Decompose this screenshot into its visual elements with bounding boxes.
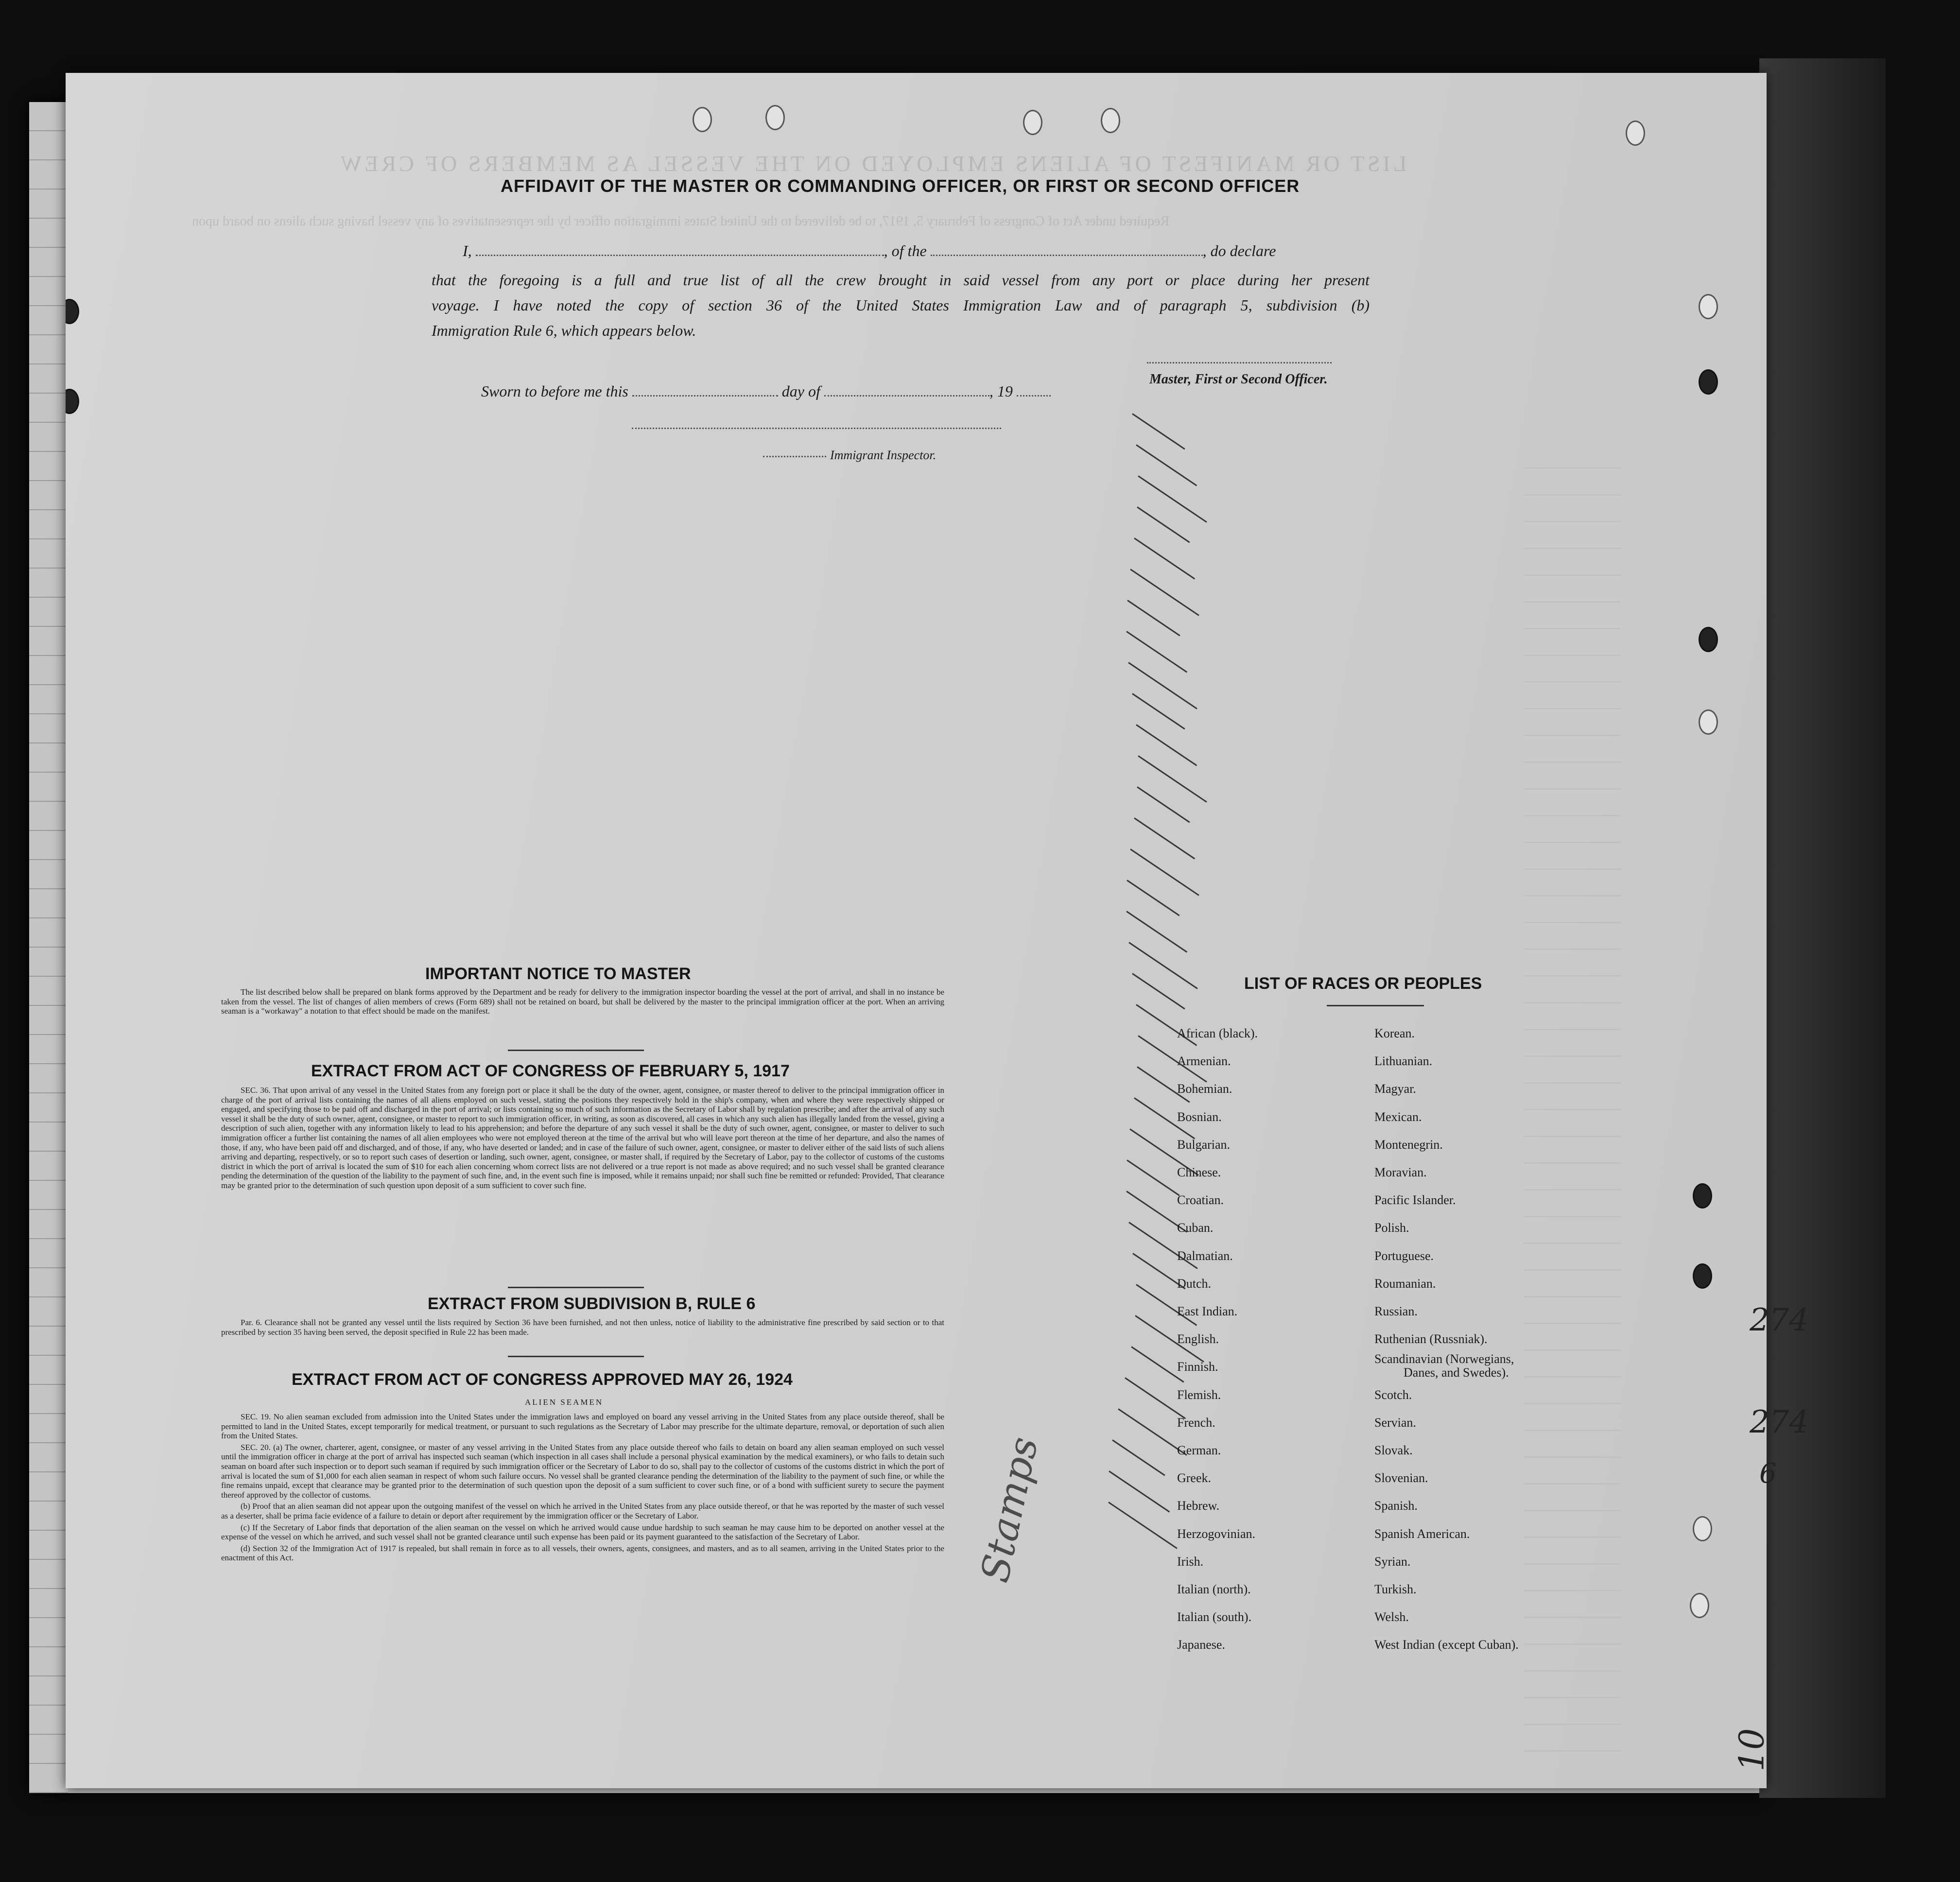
- master-signature-line[interactable]: [1147, 362, 1332, 363]
- affidavit-line-1: [463, 242, 1276, 260]
- notice-text: [221, 987, 944, 1018]
- race-item: Greek.: [1177, 1471, 1212, 1485]
- race-item: Croatian.: [1177, 1193, 1224, 1208]
- race-item: Scandinavian (Norwegians,: [1374, 1352, 1514, 1366]
- year-blank[interactable]: [1017, 395, 1051, 397]
- race-item: Cuban.: [1177, 1221, 1214, 1235]
- bleed-through-rows: [1524, 442, 1621, 1754]
- punch-hole: [1693, 1516, 1712, 1541]
- race-item: Portuguese.: [1374, 1248, 1434, 1263]
- race-item: Flemish.: [1177, 1387, 1221, 1402]
- race-item: Finnish.: [1177, 1360, 1218, 1374]
- handwritten-mark: 274: [1750, 1404, 1809, 1440]
- extract-1917-heading: EXTRACT FROM ACT OF CONGRESS OF FEBRUARY 5, 1917: [311, 1062, 790, 1080]
- punch-hole: [1101, 108, 1120, 133]
- binding-strip: [1759, 58, 1886, 1798]
- inspector-signature-line[interactable]: [632, 428, 1001, 429]
- sec-20b-paragraph: (b) Proof that an alien seaman did not appear upon the outgoing manifest of the vessel on which he arrived in the United States from any place outside thereof, or that he was reported by the master of such vessel as a deserter, shall be prima facie evidence of a failure to detain or deport after requirement by the immigration officer or the Secretary of Labor.: [221, 1502, 944, 1520]
- month-blank[interactable]: [824, 395, 989, 397]
- race-item: West Indian (except Cuban).: [1374, 1638, 1519, 1652]
- race-item: Herzogovinian.: [1177, 1526, 1256, 1541]
- punch-hole: [1693, 1263, 1712, 1289]
- race-item: German.: [1177, 1443, 1221, 1457]
- race-item: Scotch.: [1374, 1387, 1412, 1402]
- sworn-line: [481, 382, 1051, 400]
- race-item: Dutch.: [1177, 1276, 1212, 1291]
- extract-1924-text: [221, 1412, 944, 1565]
- race-item: African (black).: [1177, 1026, 1258, 1040]
- punch-hole: [1023, 110, 1042, 135]
- race-item: Armenian.: [1177, 1054, 1231, 1069]
- race-item: Spanish.: [1374, 1499, 1418, 1513]
- race-item: Bulgarian.: [1177, 1137, 1231, 1152]
- race-item: Mexican.: [1374, 1109, 1422, 1124]
- notice-paragraph: The list described below shall be prepared on blank forms approved by the Department and be ready for delivery to the immigration inspector boarding the vessel at the port of arrival, and shall in no instance be taken from the vessel. The list of changes of alien members of crews (Form 689) shall not be retained on board, but shall be delivered by the master to the principal immigration officer at the port. When an arriving seaman is a "workaway" a notation to that effect should be made on the manifest.: [221, 987, 944, 1016]
- affidavit-of-the: , of the: [884, 242, 927, 259]
- race-item: Spanish American.: [1374, 1526, 1470, 1541]
- affidavit-line-2: that the foregoing is a full and true list of all the crew brought in said vessel from any port or place during her present: [432, 271, 1370, 289]
- punch-hole: [765, 105, 785, 130]
- race-item: French.: [1177, 1415, 1215, 1430]
- punch-hole: [1699, 369, 1718, 395]
- race-item: Slovak.: [1374, 1443, 1413, 1457]
- bleed-through-title: LIST OR MANIFEST OF ALIENS EMPLOYED ON THE VESSEL AS MEMBERS OF CREW: [338, 151, 1407, 176]
- race-item: Roumanian.: [1374, 1276, 1436, 1291]
- race-item: Italian (north).: [1177, 1582, 1251, 1596]
- race-item: Korean.: [1374, 1026, 1415, 1040]
- affidavit-declare: , do declare: [1202, 242, 1276, 259]
- handwritten-mark: 274: [1750, 1302, 1809, 1338]
- affidavit-line-3: voyage. I have noted the copy of section 36 of the United States Immigration Law and of paragraph 5, subdivision (b): [432, 296, 1370, 314]
- race-item: Servian.: [1374, 1415, 1416, 1430]
- race-item: Moravian.: [1374, 1165, 1427, 1179]
- race-item: Slovenian.: [1374, 1471, 1428, 1485]
- punch-hole: [1699, 627, 1718, 652]
- alien-seamen-subheading: ALIEN SEAMEN: [525, 1398, 604, 1407]
- race-item: Dalmatian.: [1177, 1248, 1233, 1263]
- punch-hole: [1693, 1183, 1712, 1209]
- race-item: Hebrew.: [1177, 1499, 1220, 1513]
- sec-20c-paragraph: (c) If the Secretary of Labor finds that deportation of the alien seaman on the vessel on which he arrived would cause undue hardship to such seaman he may cause him to be deported on another vessel at the expense of the vessel on which he arrived, and such vessel shall not be granted clearance until such expense has been paid or its payment guaranteed to the satisfaction of the Secretary of Labor.: [221, 1522, 944, 1542]
- extract-rule6-text: [221, 1318, 944, 1339]
- day-of-text: day of: [781, 382, 820, 400]
- race-item: Chinese.: [1177, 1165, 1221, 1179]
- race-item: Japanese.: [1177, 1638, 1225, 1652]
- extract-rule6-paragraph: Par. 6. Clearance shall not be granted any vessel until the lists required by Section 36 have been furnished, and not then unless, notice of liability to the administrative fine prescribed by said section or to that prescribed by section 35 having been served, the deposit specified in Rule 22 has been made.: [221, 1318, 944, 1337]
- punch-hole: [66, 299, 79, 324]
- race-item: Ruthenian (Russniak).: [1374, 1332, 1488, 1347]
- inspector-dotted-lead: [763, 456, 826, 457]
- race-item: Bosnian.: [1177, 1109, 1222, 1124]
- race-item: Russian.: [1374, 1304, 1418, 1318]
- race-item: Turkish.: [1374, 1582, 1417, 1596]
- extract-rule6-heading: EXTRACT FROM SUBDIVISION B, RULE 6: [428, 1295, 756, 1313]
- name-blank[interactable]: [476, 255, 884, 256]
- sec-20a-paragraph: SEC. 20. (a) The owner, charterer, agent, consignee, or master of any vessel arriving in the United States from any place outside thereof who fails to detain on board any alien seaman employed on such vessel until the immigration officer in charge at the port of arrival has inspected such seaman (which inspection in all cases shall include a personal physical examination by the medical examiners), or who fails to detain such seaman on board after such inspection or to deport such seaman if required by such immigration officer or the Secretary of Labor to do so, shall pay to the collector of customs of the customs district in which the port of arrival is located the sum of $1,000 for each alien seaman in respect of whom such failure occurs. No vessel shall be granted clearance pending the determination of the liability to the payment of such fine, or while the fine remains unpaid, except that clearance may be granted prior to the determination of such question upon the deposit of a sum sufficient to cover such fine, or of a bond with sufficient surety to secure the payment thereof approved by the collector of customs.: [221, 1442, 944, 1500]
- race-item: Welsh.: [1374, 1610, 1409, 1624]
- sworn-text: Sworn to before me this: [481, 382, 628, 400]
- punch-hole: [1690, 1593, 1709, 1618]
- ledger-edge: [29, 102, 68, 1793]
- day-blank[interactable]: [632, 395, 778, 397]
- punch-hole: [693, 107, 712, 132]
- notice-heading: IMPORTANT NOTICE TO MASTER: [425, 965, 691, 983]
- affidavit-line-4: Immigration Rule 6, which appears below.: [432, 322, 696, 339]
- year-text: , 19: [989, 382, 1013, 400]
- handwritten-mark: 6: [1759, 1458, 1777, 1489]
- bleed-through-subtitle: Required under Act of Congress of February 5, 1917, to be delivered to the United States immigration officer by the representatives of any vessel having such aliens on board upon: [192, 214, 1170, 229]
- extract-1917-text: [221, 1086, 944, 1192]
- handwritten-page-number: 10: [1732, 1728, 1772, 1772]
- race-item: Irish.: [1177, 1554, 1204, 1569]
- punch-hole: [1699, 294, 1718, 319]
- race-item: East Indian.: [1177, 1304, 1238, 1318]
- divider-rule: [508, 1050, 644, 1051]
- sec-20d-paragraph: (d) Section 32 of the Immigration Act of 1917 is repealed, but shall remain in force as to all vessels, their owners, agents, consignees, and masters, and as to all seamen, arriving in the United States prior to the enactment of this Act.: [221, 1543, 944, 1563]
- affidavit-i: I,: [463, 242, 472, 259]
- sec-19-paragraph: SEC. 19. No alien seaman excluded from admission into the United States under the immigration laws and employed on board any vessel arriving in the United States from any place outside thereof, shall be permitted to land in the United States, except temporarily for medical treatment, or pursuant to such regulations as the Secretary of Labor may prescribe for the ultimate departure, removal, or deportation of such alien from the United States.: [221, 1412, 944, 1441]
- punch-hole: [1626, 121, 1645, 146]
- extract-1924-heading: EXTRACT FROM ACT OF CONGRESS APPROVED MAY 26, 1924: [292, 1370, 793, 1389]
- punch-hole: [66, 389, 79, 414]
- extract-1917-paragraph: SEC. 36. That upon arrival of any vessel in the United States from any foreign port or place it shall be the duty of the owner, agent, consignee, or master thereof to deliver to the principal immigration officer in charge of the port of arrival lists containing the names of all aliens employed on such vessel, stating the positions they respectively hold in the ship's company, when and where they were respectively shipped or engaged, and specifying those to be paid off and discharged in the port of arrival; or lists containing so much of such information as the Secretary of Labor shall by regulation prescribe; and after the arrival of any such vessel it shall be the duty of such owner, agent, consignee, or master to report to such immigration officer, in writing, as soon as discovered, all cases in which any such alien has illegally landed from the vessel, giving a description of such alien, together with any information likely to lead to his apprehension; and before the departure of any such vessel it shall be the duty of such owner, agent, consignee, or master to deliver to such immigration officer a further list containing the names of all alien employees who were not employed thereon at the time of the arrival but who will leave port thereon at the time of her departure, and also the names of those, if any, who have been paid off and discharged, and of those, if any, who have deserted or landed; and in case of the failure of such owner, agent, consignee, or master to deliver either of the said lists of such aliens arriving and departing, respectively, or so to report such cases of desertion or landing, such owner, agent, consignee, or master shall, if required by the Secretary of Labor, pay to the collector of customs of the customs district in which the port of arrival is located the sum of $10 for each alien concerning whom correct lists are not delivered or a true report is not made as above required; and no such vessel shall be granted clearance pending the determination of the question of the liability to the payment of such fine, and, in the event such fine is imposed, while it remains unpaid; nor shall such fine be remitted or refunded: Provided, That clearance may be granted prior to the determination of such question upon deposit of a sum sufficient to cover such fine.: [221, 1086, 944, 1190]
- race-item: Pacific Islander.: [1374, 1193, 1456, 1208]
- race-item: English.: [1177, 1332, 1219, 1347]
- race-item: Italian (south).: [1177, 1610, 1252, 1624]
- master-signature-label: Master, First or Second Officer.: [1149, 372, 1328, 387]
- race-item-continuation: Danes, and Swedes).: [1404, 1365, 1509, 1380]
- race-item: Polish.: [1374, 1221, 1409, 1235]
- divider-rule: [508, 1287, 644, 1288]
- race-item: Magyar.: [1374, 1082, 1416, 1096]
- punch-hole: [1699, 709, 1718, 735]
- races-underline: [1327, 1005, 1424, 1006]
- divider-rule: [508, 1356, 644, 1357]
- race-item: Syrian.: [1374, 1554, 1411, 1569]
- inspector-signature-label: Immigrant Inspector.: [830, 448, 937, 462]
- races-heading: LIST OF RACES OR PEOPLES: [1244, 974, 1482, 993]
- affidavit-title: AFFIDAVIT OF THE MASTER OR COMMANDING OFFICER, OR FIRST OR SECOND OFFICER: [501, 176, 1300, 196]
- race-item: Lithuanian.: [1374, 1054, 1433, 1069]
- vessel-blank[interactable]: [931, 255, 1203, 256]
- race-item: Bohemian.: [1177, 1082, 1232, 1096]
- handwritten-signature: Stamps: [972, 1433, 1047, 1587]
- race-item: Montenegrin.: [1374, 1137, 1443, 1152]
